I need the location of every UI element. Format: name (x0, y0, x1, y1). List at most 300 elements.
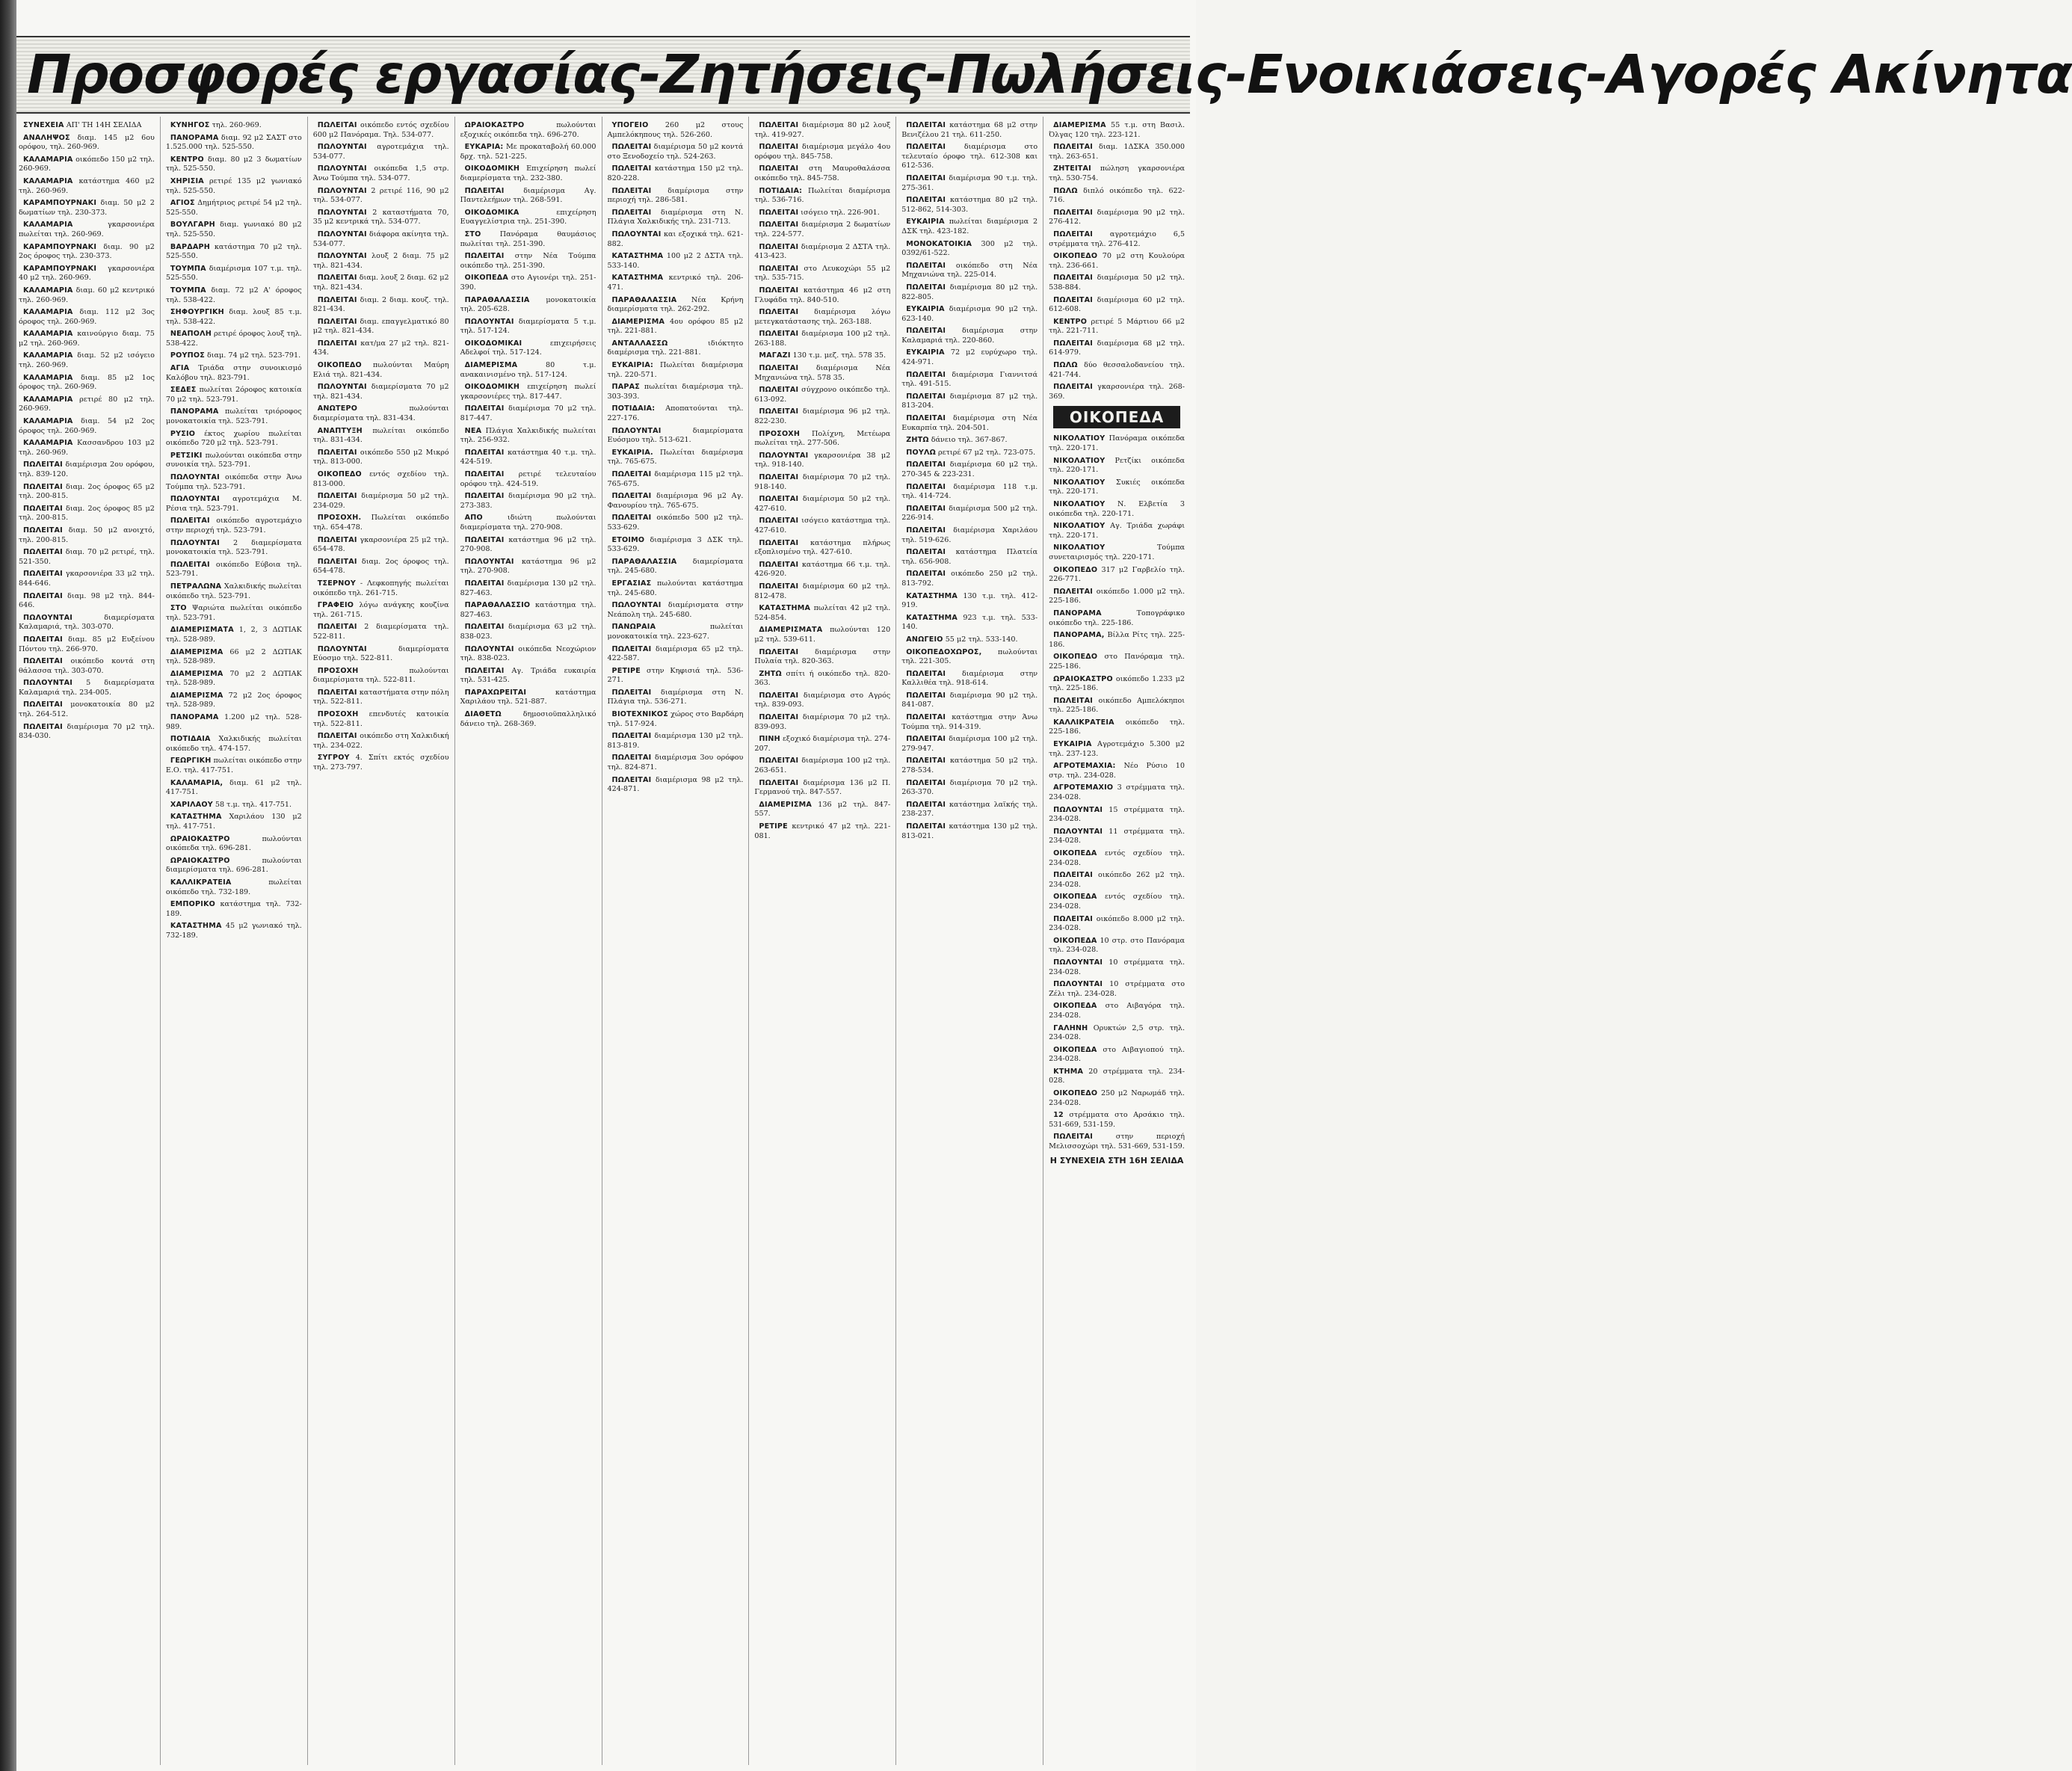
classified-ad (1049, 915, 1185, 934)
classified-ad (166, 670, 302, 689)
classified-ad (19, 439, 155, 458)
ad-lead-word: ΠΩΛΕΙΤΑΙ (759, 778, 799, 787)
classified-ad (1049, 566, 1185, 585)
ad-lead-word: ΠΡΟΣΟΧΗ (317, 710, 359, 719)
classified-ad (901, 174, 1037, 193)
ad-lead-word: ΠΩΛΕΙΤΑΙ (317, 535, 357, 544)
ad-body: διαμέρισμα λόγω μετεγκατάστασης τηλ. 263-188. (754, 308, 891, 326)
ad-lead-word: ΠΩΛΕΙΤΑΙ (611, 775, 652, 784)
ad-body: διαμέρισμα 70 μ2 τηλ. 839-093. (754, 713, 891, 731)
ad-body: κατάστημα 50 μ2 τηλ. 278-534. (901, 757, 1038, 775)
ad-body: διαμέρισμα 500 μ2 τηλ. 226-914. (901, 504, 1038, 523)
ad-body: σύγχρονο οικόπεδο τηλ. 613-092. (754, 386, 891, 404)
classified-ad (901, 436, 1037, 446)
classified-ad (1049, 274, 1185, 292)
ad-body: διαμ. λουξ 85 τ.μ. τηλ. 538-422. (165, 308, 302, 326)
ad-body: 2 καταστήματα 70, 35 μ2 κεντρικά τηλ. 534-077. (312, 208, 449, 227)
classified-ad (901, 505, 1037, 523)
ad-lead-word: ΠΩΛΕΙΤΑΙ (759, 242, 799, 251)
classified-ad (754, 626, 890, 644)
classified-ad (901, 461, 1037, 479)
ad-lead-word: ΠΩΛΕΙΤΑΙ (464, 448, 505, 457)
ad-body: πώληση γκαρσονιέρα τηλ. 530-754. (1049, 164, 1185, 182)
ad-body: πωλούνται 120 μ2 τηλ. 539-611. (754, 626, 891, 644)
ad-body: διαμέρισμα 3ου ορόφου τηλ. 824-871. (607, 754, 744, 772)
ad-body: διαμ. 52 μ2 ισόγειο τηλ. 260-969. (19, 351, 155, 370)
ad-body: σπίτι ή οικόπεδο τηλ. 820-363. (754, 669, 891, 688)
classified-ad (754, 582, 890, 601)
classified-ad (166, 857, 302, 875)
ad-lead-word: ΚΑΛΑΜΑΡΙΑ (23, 286, 73, 295)
classified-ad (1049, 937, 1185, 955)
ad-lead-word: ΚΑΤΑΣΤΗΜΑ (170, 813, 222, 822)
ad-body: κατ/μα 27 μ2 τηλ. 821-434. (312, 339, 449, 357)
ad-lead-word: ΠΑΡΑΘΑΛΑΣΣΙΑ (464, 295, 530, 304)
ad-body: στο Λευκοχώρι 55 μ2 τηλ. 535-715. (754, 264, 891, 283)
ad-body: πωλούνται διαμερίσματα τηλ. 831-434. (312, 404, 449, 423)
classified-ad (313, 558, 449, 576)
ad-body: 4. Σπίτι εκτός σχεδίου τηλ. 273-797. (312, 754, 449, 772)
ad-lead-word: ΠΩΛΩ (1053, 361, 1078, 370)
ad-lead-word: ΠΩΛΕΙΤΑΙ (906, 757, 946, 766)
classified-ad (460, 318, 596, 336)
classified-ad (1049, 980, 1185, 999)
classified-ad (19, 679, 155, 697)
classified-ad (460, 449, 596, 467)
classified-ad (901, 779, 1037, 798)
ad-body: γκαρσονιέρα πωλείται τηλ. 260-969. (19, 221, 155, 238)
ad-body: 130 τ.μ. μεζ. τηλ. 578 35. (790, 351, 887, 360)
classified-ad (166, 330, 302, 348)
ad-body: διαμέρισμα 100 μ2 τηλ. 263-188. (754, 330, 891, 348)
ad-body: διπλό οικόπεδο τηλ. 622-716. (1049, 186, 1185, 205)
ad-body: πωλούνται διαμερίσματα τηλ. 522-811. (312, 666, 449, 685)
classified-ad (313, 754, 449, 772)
ad-lead-word: ΝΙΚΟΛΑΤΙΟΥ (1053, 543, 1106, 552)
ad-body: διαμέρισμα 130 μ2 τηλ. 827-463. (460, 579, 596, 597)
ad-lead-word: ΠΟΤΙΔΑΙΑ: (611, 404, 656, 413)
ad-body: κατάστημα πλήρως εξοπλισμένο τηλ. 427-610. (754, 538, 891, 557)
ad-lead-word: ΠΩΛΕΙΤΑΙ (317, 448, 357, 457)
ad-body: Τοπογράφικο οικόπεδο τηλ. 225-186. (1049, 609, 1185, 627)
ad-lead-word: 12 (1053, 1111, 1064, 1120)
ad-lead-word: ΠΩΛΟΥΝΤΑΙ (23, 679, 73, 688)
ad-lead-word: ΠΩΛΟΥΝΤΑΙ (317, 208, 367, 217)
ad-lead-word: ΟΙΚΟΠΕΔΟ (1053, 565, 1098, 574)
ad-lead-word: ΧΑΡΙΛΑΟΥ (170, 800, 213, 809)
ad-lead-word: ΠΩΛΕΙΤΑΙ (611, 514, 652, 523)
classified-ad (19, 526, 155, 545)
classified-ad (608, 230, 744, 249)
ad-lead-word: ΣΤΟ (464, 230, 481, 238)
ad-lead-word: ΠΑΡΑΘΑΛΑΣΣΙΑ (611, 557, 677, 566)
classified-ad (901, 648, 1037, 667)
classified-ad (754, 648, 890, 667)
classified-ad (460, 427, 596, 446)
ad-lead-word: ΠΟΤΙΔΑΙΑ: (759, 186, 803, 195)
classified-ad (166, 199, 302, 218)
ad-body: πωλείται 42 μ2 τηλ. 524-854. (754, 604, 891, 622)
ad-body: πωλούνται Μαύρη Ελιά τηλ. 821-434. (312, 361, 449, 379)
classified-ad (608, 427, 744, 446)
ad-body: κατάστημα Πλατεία τηλ. 656-908. (901, 548, 1038, 566)
ad-body: κατάστημα 150 μ2 τηλ. 820-228. (607, 164, 744, 182)
ad-lead-word: ΠΩΛΕΙΤΑΙ (170, 560, 210, 569)
classified-ad (313, 383, 449, 401)
ad-lead-word: ΠΕΤΡΑΛΩΝΑ (170, 582, 222, 591)
ad-body: στο Πανόραμα τηλ. 225-186. (1049, 653, 1185, 671)
ad-body: οικόπεδο 8.000 μ2 τηλ. 234-028. (1049, 914, 1185, 933)
ad-body: Πλάγια Χαλκιδικής πωλείται τηλ. 256-932. (460, 426, 596, 445)
classified-ad (166, 539, 302, 558)
ad-body: Τούμπα συνεταιρισμός τηλ. 220-171. (1049, 543, 1185, 561)
ad-lead-word: ΠΩΛΕΙΤΑΙ (906, 735, 946, 744)
classified-ad (608, 252, 744, 271)
ad-body: Πολίχνη, Μετέωρα πωλείται τηλ. 277-506. (754, 429, 891, 448)
ad-body: Πανόραμα οικόπεδα τηλ. 220-171. (1049, 434, 1185, 453)
classified-ad (313, 623, 449, 641)
classified-ad (313, 361, 449, 380)
ad-body: 2 διαμερίσματα μονοκατοικία τηλ. 523-791. (165, 538, 302, 557)
ad-lead-word: ΑΠΟ (464, 514, 483, 523)
classified-ad (754, 308, 890, 327)
ad-lead-word: ΝΙΚΟΛΑΤΙΟΥ (1053, 456, 1106, 465)
ad-body: πωλείται διαμέρισμα 2 ΔΣΚ τηλ. 423-182. (901, 218, 1038, 235)
ad-lead-word: ΠΟΤΙΔΑΙΑ (170, 735, 211, 744)
classified-ad (1049, 187, 1185, 206)
ad-lead-word: ΚΑΛΑΜΑΡΙΑ (23, 330, 73, 339)
classified-ad (608, 579, 744, 598)
ad-lead-word: ΑΝΩΤΕΡΟ (317, 404, 358, 413)
classified-ad (1049, 871, 1185, 890)
classified-ad (901, 592, 1037, 611)
ad-lead-word: ΠΩΛΕΙΤΑΙ (611, 143, 652, 152)
classified-ad (19, 221, 155, 239)
classified-ad (313, 470, 449, 489)
ad-body: ρετιρέ 67 μ2 τηλ. 723-075. (935, 448, 1036, 457)
ad-lead-word: ΟΙΚΟΠΕΔΟ (317, 470, 362, 478)
ad-lead-word: ΠΩΛΕΙΤΑΙ (611, 492, 652, 501)
classified-ad (166, 835, 302, 854)
column-1 (16, 117, 161, 1765)
classified-ad (313, 121, 449, 140)
ad-body: διαμέρισμα 98 μ2 τηλ. 424-871. (607, 775, 744, 794)
classified-ad (313, 143, 449, 161)
classified-ad (19, 286, 155, 305)
ad-lead-word: ΟΙΚΟΔΟΜΙΚΑΙ (464, 339, 522, 348)
ad-body: οικόπεδο 1.233 μ2 τηλ. 225-186. (1049, 674, 1185, 693)
classified-ad (313, 252, 449, 271)
ad-lead-word: ΠΩΛΕΙΤΑΙ (317, 121, 357, 129)
ad-lead-word: ΠΩΛΕΙΤΑΙ (906, 800, 946, 809)
ad-body: πωλούνται οικόπεδα τηλ. 696-281. (165, 834, 302, 853)
ad-body: διαμέρισμα 2 δωματίων τηλ. 224-577. (754, 221, 891, 238)
ad-body: διαμερίσματα Εύοσμο τηλ. 522-811. (312, 644, 449, 663)
ad-body: 70 μ2 στη Κουλούρα τηλ. 236-661. (1049, 252, 1185, 270)
ad-body: διαμ. 72 μ2 Α' όροφος τηλ. 538-422. (165, 286, 302, 304)
ad-body: πωλείται διαμέρισμα τηλ. 303-393. (607, 383, 744, 401)
ad-lead-word: ΔΙΑΜΕΡΙΣΜΑ (464, 361, 518, 370)
ad-lead-word: ΠΩΛΕΙΤΑΙ (1053, 914, 1093, 923)
ad-lead-word: ΠΩΛΕΙΤΑΙ (464, 579, 505, 588)
classified-ad (460, 296, 596, 315)
ad-lead-word: ΠΩΛΕΙΤΑΙ (906, 526, 946, 535)
ad-body: στο Αγιονέρι τηλ. 251-390. (460, 274, 596, 292)
ad-body: οικόπεδο 500 μ2 τηλ. 533-629. (607, 514, 744, 532)
ad-body: 10 στρέμματα τηλ. 234-028. (1049, 958, 1185, 976)
classified-ad (1049, 543, 1185, 562)
classified-ad (1049, 1046, 1185, 1065)
ad-lead-word: ΠΩΛΕΙΤΑΙ (1053, 383, 1093, 392)
ad-lead-word: ΠΩΛΕΙΤΑΙ (759, 407, 799, 416)
classified-ad (313, 427, 449, 446)
ad-lead-word: ΑΝΑΠΤΥΞΗ (317, 426, 363, 435)
ad-body: Δημήτριος ρετιρέ 54 μ2 τηλ. 525-550. (165, 199, 302, 217)
ad-lead-word: ΠΩΛΕΙΤΑΙ (759, 386, 799, 395)
ad-lead-word: ΠΩΛΕΙΤΑΙ (759, 286, 799, 295)
ad-body: οικόπεδο 150 μ2 τηλ. 260-969. (19, 155, 155, 173)
classified-ad (754, 539, 890, 558)
ad-body: διαμέρισμα 60 μ2 τηλ. 612-608. (1049, 295, 1185, 314)
classified-ad (166, 495, 302, 514)
ad-lead-word: ΠΩΛΕΙΤΑΙ (23, 591, 63, 600)
ad-body: διαμέρισμα 100 μ2 τηλ. 263-651. (754, 757, 891, 775)
classified-ad (901, 735, 1037, 754)
ad-lead-word: ΠΩΛΕΙΤΑΙ (1053, 1133, 1093, 1142)
ad-lead-word: ΠΑΝΟΡΑΜΑ, (1053, 631, 1105, 640)
classified-ad (901, 283, 1037, 302)
classified-ad (19, 570, 155, 588)
ad-lead-word: ΝΕΑΠΟΛΗ (170, 330, 212, 339)
ad-lead-word: ΠΩΛΕΙΤΑΙ (611, 208, 652, 217)
ad-lead-word: ΔΙΑΜΕΡΙΣΜΑ (611, 317, 665, 326)
ad-lead-word: ΠΩΛΕΙΤΑΙ (464, 404, 505, 413)
ad-lead-word: ΚΕΝΤΡΟ (1053, 317, 1088, 326)
classified-ad (901, 614, 1037, 632)
classified-ad (19, 121, 155, 131)
ad-body: κατάστημα λαϊκής τηλ. 238-237. (901, 800, 1038, 819)
ad-lead-word: ΠΩΛΕΙΤΑΙ (759, 582, 799, 591)
ad-lead-word: ΟΙΚΟΠΕΔΑ (1053, 849, 1097, 857)
ad-lead-word: ΔΙΑΜΕΡΙΣΜΑ (1053, 121, 1106, 129)
classified-ad (460, 601, 596, 620)
classified-ad (608, 514, 744, 532)
ad-lead-word: ΠΩΛΟΥΝΤΑΙ (464, 317, 514, 326)
ad-lead-word: ΠΩΛΕΙΤΑΙ (23, 570, 63, 579)
ad-body: διαμέρισμα 68 μ2 τηλ. 614-979. (1049, 339, 1185, 357)
ad-body: στρέμματα στο Αρσάκιο τηλ. 531-669, 531-159. (1049, 1111, 1185, 1129)
ad-lead-word: ΠΙΝΗ (759, 735, 780, 744)
ad-body: Ρετζίκι οικόπεδα τηλ. 220-171. (1049, 456, 1185, 475)
ad-lead-word: ΠΩΛΕΙΤΑΙ (611, 732, 652, 741)
classified-ad (1049, 500, 1185, 519)
classified-ad (901, 526, 1037, 545)
classified-ad (166, 407, 302, 426)
ad-lead-word: ΠΩΛΕΙΤΑΙ (23, 461, 63, 469)
ad-lead-word: ΠΩΛΕΙΤΑΙ (611, 754, 652, 763)
ad-body: 58 τ.μ. τηλ. 417-751. (212, 800, 292, 809)
ad-lead-word: ΠΩΛΩ (1053, 186, 1078, 195)
ad-body: Αγ. Τριάδα ευκαιρία τηλ. 531-425. (460, 666, 596, 685)
classified-ad (1049, 361, 1185, 380)
classified-ad (460, 164, 596, 183)
ad-body: διαμέρισμα στην περιοχή τηλ. 286-581. (607, 186, 744, 205)
ad-lead-word: ΠΩΛΕΙΤΑΙ (317, 688, 357, 697)
ad-lead-word: ΧΗΡΙΣΙΑ (170, 176, 204, 185)
ad-lead-word: ΠΩΛΕΙΤΑΙ (759, 691, 799, 700)
ad-body: δύο θεσσαλοδανείου τηλ. 421-744. (1049, 361, 1185, 379)
ad-lead-word: ΠΩΛΕΙΤΑΙ (906, 196, 946, 205)
classified-ad (19, 243, 155, 262)
ad-body: αγροτεμάχιο 6,5 στρέμματα τηλ. 276-412. (1049, 230, 1185, 248)
ad-body: διαμερίσματα Καλαμαριά, τηλ. 303-070. (19, 613, 155, 632)
classified-ad (754, 735, 890, 754)
ad-body: οικόπεδο Εύβοια τηλ. 523-791. (165, 560, 302, 579)
classified-ad (313, 645, 449, 664)
ad-body: διαμέρισμα 87 μ2 τηλ. 813-204. (901, 392, 1038, 410)
ad-body: διαμ. λουξ 2 διαμ. 62 μ2 τηλ. 821-434. (312, 274, 449, 292)
ad-body: - Λεφκοπηγής πωλείται οικόπεδο τηλ. 261-715. (312, 579, 449, 597)
ad-lead-word: ΠΩΛΕΙΤΑΙ (759, 757, 799, 766)
continued-on-next-page: Η ΣΥΝΕΧΕΙΑ ΣΤΗ 16Η ΣΕΛΙΔΑ (1049, 1155, 1184, 1165)
classified-ad (166, 243, 302, 262)
ad-body: διαμέρισμα 130 μ2 τηλ. 813-819. (607, 732, 744, 750)
ad-lead-word: ΟΙΚΟΠΕΔΟ (317, 361, 362, 370)
ad-body: διαμ. 54 μ2 2ος όροφος τηλ. 260-969. (19, 417, 155, 435)
classified-ad (608, 623, 744, 641)
classified-ad (608, 776, 744, 795)
classified-ad (460, 383, 596, 401)
classified-ad (1049, 718, 1185, 737)
ad-lead-word: ΕΡΓΑΣΙΑΣ (611, 579, 652, 588)
ad-body: κατάστημα 46 μ2 στη Γλυφάδα τηλ. 840-510. (754, 286, 891, 304)
classified-ad (608, 732, 744, 751)
ad-lead-word: ΠΩΛΕΙΤΑΙ (1053, 871, 1093, 880)
ad-body: στην περιοχή Μελισσοχώρι τηλ. 531-669, 531-159. (1049, 1133, 1185, 1151)
ad-body: διαμερίσματα τηλ. 245-680. (607, 557, 744, 576)
ad-body: 70 μ2 2 ΔΩΤΙΑΚ τηλ. 528-989. (165, 669, 302, 688)
ad-body: διαμέρισμα 90 μ2 τηλ. 276-412. (1049, 208, 1185, 227)
ad-body: Ν. Ελβετία 3 οικόπεδα τηλ. 220-171. (1049, 500, 1185, 518)
ad-body: επιχειρήσεις Αδελφοί τηλ. 517-124. (460, 339, 596, 357)
ad-body: κατάστημα Χαριλάου τηλ. 521-887. (460, 688, 596, 706)
ad-body: διαμ. 70 μ2 ρετιρέ, τηλ. 521-350. (19, 548, 155, 566)
ad-body: επενδυτές κατοικία τηλ. 522-811. (312, 710, 449, 728)
ad-body: στο Αιβαγιοπού τηλ. 234-028. (1049, 1045, 1185, 1064)
ad-body: διαμέρισμα 90 μ2 τηλ. 273-383. (460, 492, 596, 510)
classified-ad (460, 143, 596, 161)
classified-ad (19, 155, 155, 174)
ad-body: Ψαριώτα πωλείται οικόπεδο τηλ. 523-791. (165, 604, 302, 622)
classified-ad (460, 187, 596, 206)
ad-lead-word: ΚΑΛΑΜΑΡΙΑ (23, 308, 73, 317)
ad-body: Πωλείται οικόπεδο τηλ. 654-478. (312, 514, 449, 532)
ad-body: γκαρσονιέρα 40 μ2 τηλ. 260-969. (19, 264, 155, 283)
ad-lead-word: ΠΩΛΕΙΤΑΙ (611, 688, 652, 697)
ad-lead-word: ΠΩΛΕΙΤΑΙ (23, 700, 63, 709)
ad-body: οικόπεδο Αμπελόκηποι τηλ. 225-186. (1049, 696, 1185, 715)
ad-body: χώρος στο Βαρδάρη τηλ. 517-924. (607, 710, 744, 728)
classified-ad (460, 579, 596, 598)
ad-body: πωλείται οικόπεδο τηλ. 732-189. (165, 878, 302, 896)
ad-body: ισόγειο τηλ. 226-901. (798, 208, 880, 217)
ad-lead-word: ΩΡΑΙΟΚΑΣΤΡΟ (170, 856, 230, 865)
ad-lead-word: ΠΩΛΟΥΝΤΑΙ (759, 451, 809, 460)
ad-lead-word: ΣΥΝΕΧΕΙΑ (23, 121, 64, 129)
classified-ad (901, 348, 1037, 367)
column-2 (161, 117, 308, 1765)
ad-body: Με προκαταβολή 60.000 δρχ. τηλ. 521-225. (460, 143, 596, 161)
ad-lead-word: ΣΗΦΟΥΡΓΙΚΗ (170, 308, 224, 317)
column-4 (455, 117, 602, 1765)
classified-ad (608, 143, 744, 161)
classified-ad (754, 713, 890, 732)
ad-lead-word: ΠΩΛΟΥΝΤΑΙ (170, 538, 220, 547)
ad-body: εντός σχεδίου τηλ. 234-028. (1049, 893, 1185, 911)
ad-lead-word: ΠΩΛΟΥΝΤΑΙ (1053, 958, 1103, 967)
ad-lead-word: ΠΩΛΟΥΝΤΑΙ (317, 186, 367, 195)
ad-body: διαμέρισμα 107 τ.μ. τηλ. 525-550. (165, 264, 302, 283)
ad-lead-word: ΠΩΛΕΙΤΑΙ (1053, 208, 1093, 217)
classified-ad (313, 404, 449, 423)
ad-body: διαμέρισμα 2 ΔΣΤΑ τηλ. 413-423. (754, 242, 891, 261)
ad-body: οικόπεδο εντός σχεδίου 600 μ2 Πανόραμα. Τηλ. 534-077. (312, 121, 449, 139)
ad-lead-word: ΖΗΤΩ (759, 669, 782, 678)
classified-ad (166, 473, 302, 492)
classified-ad (1049, 1024, 1185, 1043)
ad-body: 260 μ2 στους Αμπελόκηπους τηλ. 526-260. (607, 121, 744, 139)
ad-lead-word: ΠΩΛΕΙΤΑΙ (759, 364, 799, 373)
ad-body: διαμερίσματα 5 τ.μ. τηλ. 517-124. (460, 317, 596, 336)
ad-lead-word: ΚΑΤΑΣΤΗΜΑ (906, 613, 958, 622)
ad-lead-word: ΕΥΚΑΙΡΙΑ: (611, 361, 654, 370)
column-3 (308, 117, 455, 1765)
ad-body: οικόπεδο 1.000 μ2 τηλ. 225-186. (1049, 587, 1185, 606)
ad-lead-word: ΠΩΛΟΥΝΤΑΙ (317, 644, 367, 653)
classified-ad (313, 579, 449, 598)
ad-body: διαμ. 98 μ2 τηλ. 844-646. (19, 591, 155, 610)
ad-lead-word: ΠΩΛΕΙΤΑΙ (23, 657, 63, 666)
ad-lead-word: ΡΕΤΣΙΚΙ (170, 451, 203, 460)
classified-ad (901, 392, 1037, 411)
ad-body: κατάστημα 130 μ2 τηλ. 813-021. (901, 822, 1038, 840)
ad-lead-word: ΠΩΛΕΙΤΑΙ (759, 647, 799, 656)
ad-body: διαμ. 2 διαμ. κουζ. τηλ. 821-434. (312, 295, 449, 314)
ad-lead-word: ΠΩΛΕΙΤΑΙ (906, 504, 946, 513)
classified-ad (313, 230, 449, 249)
ad-lead-word: ΡΟΥΠΟΣ (170, 351, 205, 360)
ad-body: έκτος χωρίου πωλείται οικόπεδο 720 μ2 τηλ. 523-791. (165, 429, 302, 448)
classified-ad (166, 922, 302, 940)
classified-ad (901, 449, 1037, 458)
ad-lead-word: ΠΩΛΟΥΝΤΑΙ (611, 230, 662, 238)
classified-ad (460, 470, 596, 489)
ad-lead-word: ΠΩΛΕΙΤΑΙ (317, 274, 357, 283)
classified-ad (754, 430, 890, 449)
classified-ad (166, 155, 302, 174)
ad-lead-word: ΠΩΛΕΙΤΑΙ (759, 330, 799, 339)
ad-body: Νέο Ρύσιο 10 στρ. τηλ. 234-028. (1049, 762, 1185, 780)
classified-ad (166, 713, 302, 732)
ad-body: 45 μ2 γωνιακό τηλ. 732-189. (165, 922, 302, 940)
ad-lead-word: ΣΤΟ (170, 604, 187, 613)
ad-lead-word: ΔΙΑΜΕΡΙΣΜΑ (170, 691, 223, 700)
classified-ad (19, 723, 155, 742)
classified-ad (313, 601, 449, 620)
classified-ad (166, 221, 302, 239)
classified-ad (166, 177, 302, 196)
classified-ad (1049, 1068, 1185, 1086)
